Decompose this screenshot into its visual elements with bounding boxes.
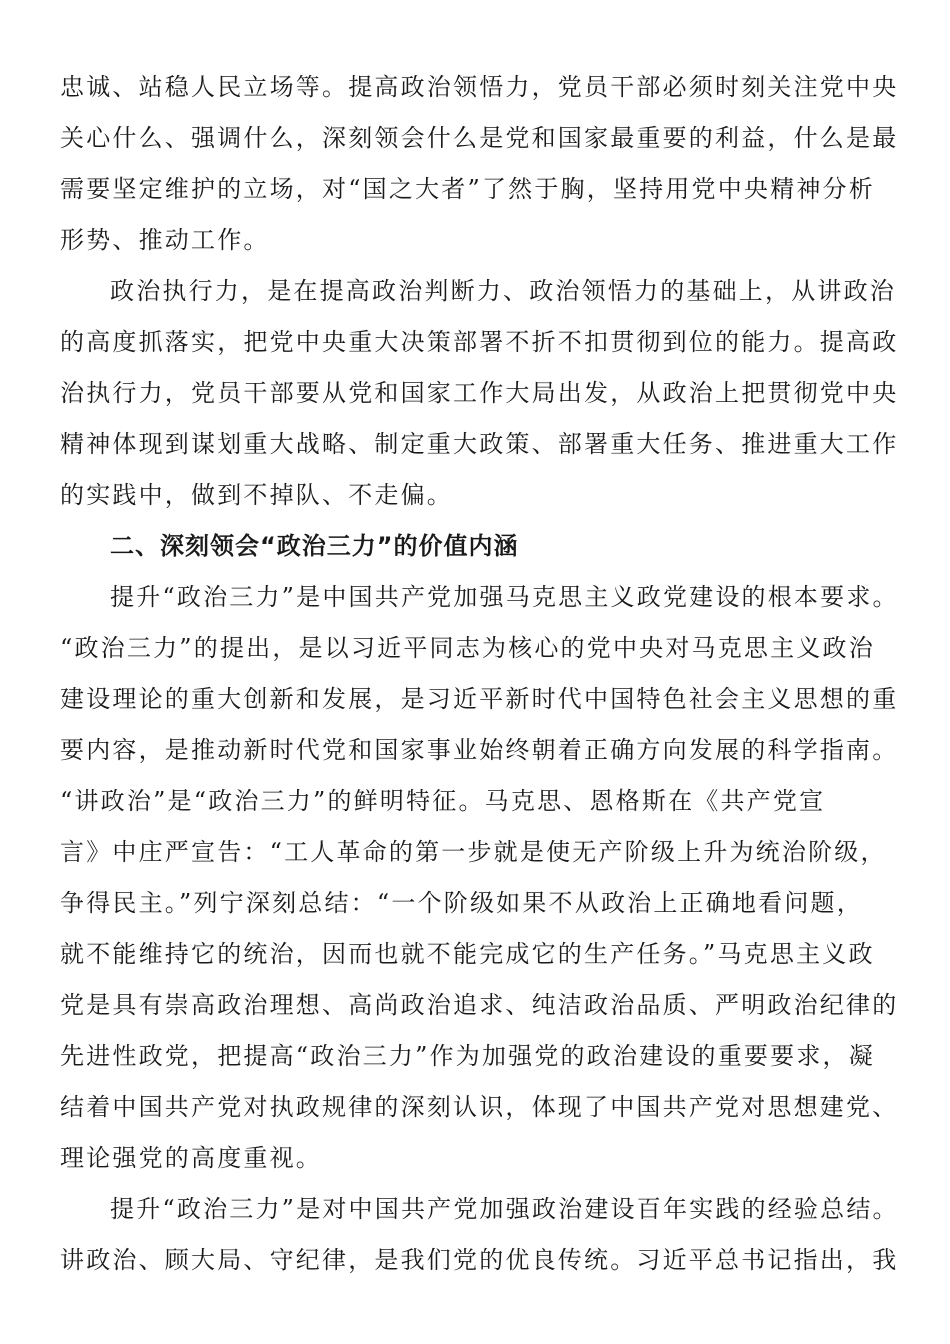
text-line: 关心什么、强调什么，深刻领会什么是党和国家最重要的利益，什么是最 [60, 124, 899, 152]
text-line: 要内容，是推动新时代党和国家事业始终朝着正确方向发展的科学指南。 [60, 736, 899, 764]
text-line: 先进性政党，把提高“政治三力”作为加强党的政治建设的重要要求，凝 [60, 1042, 875, 1070]
text-line: 的高度抓落实，把党中央重大决策部署不折不扣贯彻到位的能力。提高政 [60, 328, 899, 356]
text-line: “讲政治”是“政治三力”的鲜明特征。马克思、恩格斯在《共产党宣 [60, 787, 826, 815]
text-line: 的实践中，做到不掉队、不走偏。 [60, 481, 453, 509]
text-line: 政治执行力，是在提高政治判断力、政治领悟力的基础上，从讲政治 [110, 277, 896, 305]
text-line: 结着中国共产党对执政规律的深刻认识，体现了中国共产党对思想建党、 [60, 1093, 899, 1121]
text-line: 理论强党的高度重视。 [60, 1144, 322, 1172]
text-line: “政治三力”的提出，是以习近平同志为核心的党中央对马克思主义政治 [60, 634, 875, 662]
text-line: 就不能维持它的统治，因而也就不能完成它的生产任务。”马克思主义政 [60, 940, 875, 968]
text-line: 建设理论的重大创新和发展，是习近平新时代中国特色社会主义思想的重 [60, 685, 899, 713]
text-line: 党是具有崇高政治理想、高尚政治追求、纯洁政治品质、严明政治纪律的 [60, 991, 899, 1019]
text-line: 形势、推动工作。 [60, 226, 270, 254]
text-line: 争得民主。”列宁深刻总结：“一个阶级如果不从政治上正确地看问题， [60, 889, 863, 917]
section-heading: 二、深刻领会“政治三力”的价值内涵 [110, 532, 519, 560]
text-line: 精神体现到谋划重大战略、制定重大政策、部署重大任务、推进重大工作 [60, 430, 899, 458]
text-line: 提升“政治三力”是中国共产党加强马克思主义政党建设的根本要求。 [110, 583, 899, 611]
text-line: 忠诚、站稳人民立场等。提高政治领悟力，党员干部必须时刻关注党中央 [60, 73, 899, 101]
text-line: 需要坚定维护的立场，对“国之大者”了然于胸，坚持用党中央精神分析 [60, 175, 875, 203]
text-line: 讲政治、顾大局、守纪律，是我们党的优良传统。习近平总书记指出，我 [60, 1246, 899, 1274]
text-line: 言》中庄严宣告：“工人革命的第一步就是使无产阶级上升为统治阶级， [60, 838, 887, 866]
text-line: 治执行力，党员干部要从党和国家工作大局出发，从政治上把贯彻党中央 [60, 379, 899, 407]
text-line: 提升“政治三力”是对中国共产党加强政治建设百年实践的经验总结。 [110, 1195, 899, 1223]
